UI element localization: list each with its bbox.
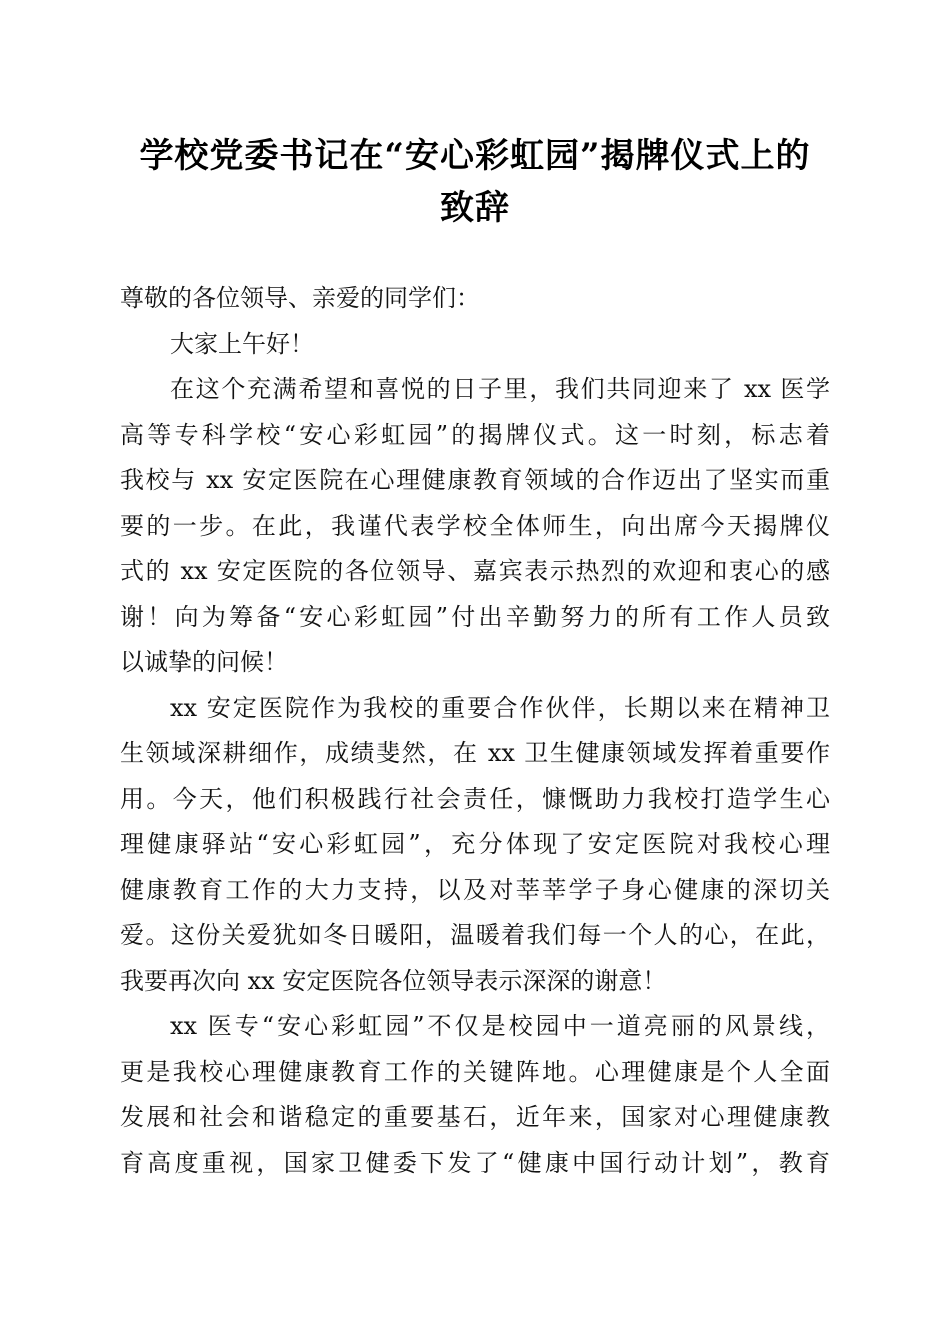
- paragraph-line: xx 医专“安心彩虹园”不仅是校园中一道亮丽的风景线，: [170, 1012, 830, 1040]
- title-line: 学校党委书记在“安心彩虹园”揭牌仪式上的: [139, 136, 811, 176]
- greeting: [120, 322, 830, 368]
- paragraph-line: 理健康驿站“安心彩虹园”，充分体现了安定医院对我校心理: [120, 830, 830, 858]
- paragraph-line: 在这个充满希望和喜悦的日子里，我们共同迎来了 xx 医学: [170, 375, 830, 403]
- paragraph-line: 健康教育工作的大力支持，以及对莘莘学子身心健康的深切关: [120, 875, 830, 904]
- paragraph-line: xx 安定医院作为我校的重要合作伙伴，长期以来在精神卫: [170, 693, 830, 722]
- paragraph-line: 用。今天，他们积极践行社会责任，慷慨助力我校打造学生心: [120, 784, 830, 813]
- paragraph-2: [120, 686, 830, 1005]
- salutation: [120, 276, 830, 322]
- paragraph-line: 要的一步。在此，我谨代表学校全体师生，向出席今天揭牌仪: [120, 511, 830, 540]
- greeting-line: 大家上午好！: [170, 329, 314, 358]
- paragraph-line: 育高度重视，国家卫健委下发了“健康中国行动计划”，教育: [120, 1148, 830, 1177]
- paragraph-line: 爱。这份关爱犹如冬日暖阳，温暖着我们每一个人的心，在此，: [120, 921, 830, 949]
- paragraph-line: 更是我校心理健康教育工作的关键阵地。心理健康是个人全面: [120, 1057, 830, 1086]
- paragraph-1: [120, 367, 830, 686]
- paragraph-line: 发展和社会和谐稳定的重要基石，近年来，国家对心理健康教: [120, 1103, 830, 1131]
- paragraph-line: 我要再次向 xx 安定医院各位领导表示深深的谢意！: [120, 966, 667, 995]
- paragraph-line: 以诚挚的问候！: [120, 648, 288, 676]
- paragraph-line: 高等专科学校“安心彩虹园”的揭牌仪式。这一时刻，标志着: [120, 420, 830, 449]
- paragraph-line: 式的 xx 安定医院的各位领导、嘉宾表示热烈的欢迎和衷心的感: [120, 557, 830, 585]
- salutation-line: 尊敬的各位领导、亲爱的同学们：: [120, 284, 480, 312]
- title-line: 致辞: [440, 188, 510, 228]
- paragraph-line: 生领域深耕细作，成绩斐然，在 xx 卫生健康领域发挥着重要作: [120, 739, 830, 767]
- document-body: [120, 276, 830, 1186]
- paragraph-line: 我校与 xx 安定医院在心理健康教育领域的合作迈出了坚实而重: [120, 466, 830, 494]
- paragraph-3: [120, 1004, 830, 1186]
- paragraph-line: 谢！向为筹备“安心彩虹园”付出辛勤努力的所有工作人员致: [120, 602, 830, 631]
- document-title: [100, 130, 850, 234]
